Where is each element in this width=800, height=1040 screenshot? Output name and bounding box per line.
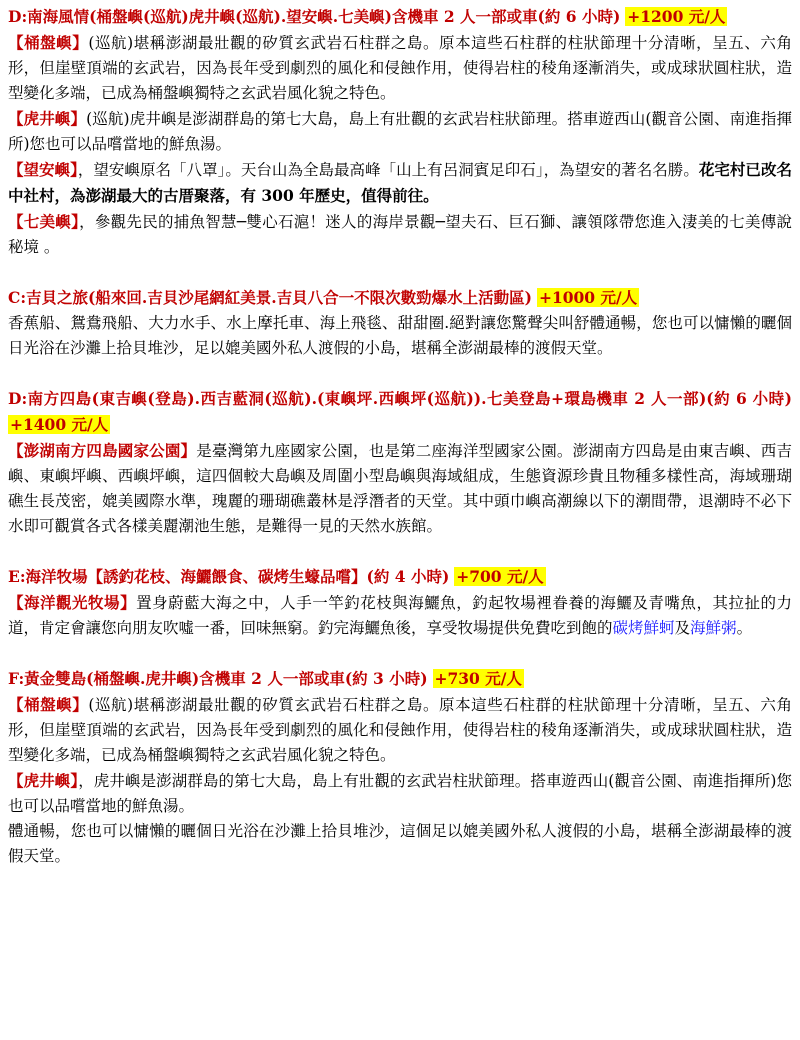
paragraph-text: 。 [736, 619, 753, 637]
paragraph-hujing [8, 106, 792, 157]
paragraph-text: ，虎井嶼是澎湖群島的第七大島，島上有壯觀的玄武岩柱狀節理。搭車遊西山(觀音公園、南進指揮所)您也可以品嚐當地的鮮魚湯。 [8, 772, 792, 815]
section-title: D:南方四島(東吉嶼(登島).西吉藍洞(巡航).(東嶼坪.西嶼坪(巡航)).七美登島+環島機車 2 人一部)(約 6 小時) [8, 389, 792, 408]
paragraph-qimei [8, 209, 792, 260]
paragraph-tongpan [8, 30, 792, 106]
price-badge: +1000 元/人 [538, 288, 638, 307]
highlight-oysters: 碳烤鮮蚵 [612, 619, 675, 637]
section-title: E:海洋牧場【誘釣花枝、海鱺餵食、碳烤生蠔品嚐】(約 4 小時) [8, 567, 450, 586]
paragraph-text: (巡航)堪稱澎湖最壯觀的矽質玄武岩石柱群之島。原本這些石柱群的柱狀節理十分清晰，呈五、六角形，但崖壁頂端的玄武岩，因為長年受到劇烈的風化和侵蝕作用，使得岩柱的稜角逐漸消失，或成球狀圓柱狀，造型變化多端，已成為桶盤嶼獨特之玄武岩風化貌之特色。 [8, 34, 792, 102]
paragraph-text: 置身蔚藍大海之中，人手一竿釣花枝與海鱺魚，釣起牧場裡眷養的海鱺及青嘴魚，其拉扯的力道，肯定會讓您向朋友吹噓一番，回味無窮。釣完海鱺魚後，享受牧場提供免費吃到飽的 [8, 594, 792, 637]
place-tag: 【七美嶼】 [8, 212, 80, 231]
section-e-ocean-ranch [8, 564, 792, 641]
section-title: F:黃金雙島(桶盤嶼.虎井嶼)含機車 2 人一部或車(約 3 小時) [8, 669, 428, 688]
section-heading [8, 386, 792, 438]
place-tag: 【桶盤嶼】 [8, 695, 89, 714]
section-f-golden-double-islands [8, 666, 792, 869]
paragraph-text: 香蕉船、鴛鴦飛船、大力水手、水上摩托車、海上飛毯、甜甜圈.絕對讓您驚聲尖叫舒體通暢，您也可以慵懶的曬個日光浴在沙灘上拾貝堆沙，足以媲美國外私人渡假的小島，堪稱全澎湖最棒的渡假天堂。 [8, 314, 792, 357]
highlight-seafood-congee: 海鮮粥 [690, 619, 737, 637]
paragraph-text: ，望安嶼原名「八罩」。天台山為全島最高峰「山上有呂洞賓足印石」，為望安的著名名勝。 [77, 161, 699, 179]
section-d-south-sea [8, 4, 792, 260]
price-badge: +730 元/人 [434, 669, 522, 688]
place-tag: 【望安嶼】 [8, 160, 78, 179]
section-heading [8, 564, 792, 590]
paragraph-hujing [8, 768, 792, 819]
price-badge: +700 元/人 [456, 567, 544, 586]
paragraph-ocean-ranch [8, 590, 792, 641]
place-tag: 【桶盤嶼】 [8, 33, 89, 52]
paragraph-text: 是臺灣第九座國家公園，也是第二座海洋型國家公園。澎湖南方四島是由東吉嶼、西吉嶼、東嶼坪嶼、西嶼坪嶼，這四個較大島嶼及周圍小型島嶼與海域組成，生態資源珍貴且物種多樣性高，海域珊瑚礁生長茂密，媲美國際水準，瑰麗的珊瑚礁叢林是浮潛者的天堂。其中頭巾嶼高潮線以下的潮間帶，退潮時不必下水即可觀賞各式各樣美麗潮池生態，是難得一見的天然水族館。 [8, 442, 792, 535]
section-d-southern-four-islands [8, 386, 792, 539]
section-heading [8, 666, 792, 692]
place-tag: 【澎湖南方四島國家公園】 [8, 441, 197, 460]
paragraph-closing [8, 819, 792, 869]
paragraph-wangan [8, 157, 792, 209]
section-heading [8, 4, 792, 30]
paragraph-national-park [8, 438, 792, 539]
paragraph-text: ，參觀先民的捕魚智慧─雙心石滬！迷人的海岸景觀─望夫石、巨石獅、讓領隊帶您進入淒美的七美傳說秘境 。 [8, 213, 792, 256]
section-c-jibei [8, 285, 792, 361]
paragraph-jibei [8, 311, 792, 361]
paragraph-text: (巡航)堪稱澎湖最壯觀的矽質玄武岩石柱群之島。原本這些石柱群的柱狀節理十分清晰，呈五、六角形，但崖壁頂端的玄武岩，因為長年受到劇烈的風化和侵蝕作用，使得岩柱的稜角逐漸消失，或成球狀圓柱狀，造型變化多端，已成為桶盤嶼獨特之玄武岩風化貌之特色。 [8, 696, 792, 764]
paragraph-text: (巡航)虎井嶼是澎湖群島的第七大島，島上有壯觀的玄武岩柱狀節理。搭車遊西山(觀音公園、南進指揮所)您也可以品嚐當地的鮮魚湯。 [8, 110, 792, 153]
section-title: C:吉貝之旅(船來回.吉貝沙尾網紅美景.吉貝八合一不限次數勁爆水上活動區) [8, 288, 533, 307]
paragraph-text: 及 [674, 619, 691, 637]
place-tag: 【虎井嶼】 [8, 771, 79, 790]
paragraph-bold-text: 花宅村已改名中社村，為澎湖最大的古厝聚落，有 300 年歷史，值得前往。 [8, 160, 792, 205]
section-title: D:南海風情(桶盤嶼(巡航)虎井嶼(巡航).望安嶼.七美嶼)含機車 2 人一部或車(約 6 小時) [8, 7, 621, 26]
paragraph-text: 體通暢，您也可以慵懶的曬個日光浴在沙灘上拾貝堆沙，這個足以媲美國外私人渡假的小島，堪稱全澎湖最棒的渡假天堂。 [8, 822, 792, 865]
price-badge: +1200 元/人 [627, 7, 726, 26]
section-heading [8, 285, 792, 311]
price-badge: +1400 元/人 [10, 415, 109, 434]
place-tag: 【虎井嶼】 [8, 109, 87, 128]
paragraph-tongpan [8, 692, 792, 768]
place-tag: 【海洋觀光牧場】 [8, 593, 137, 612]
